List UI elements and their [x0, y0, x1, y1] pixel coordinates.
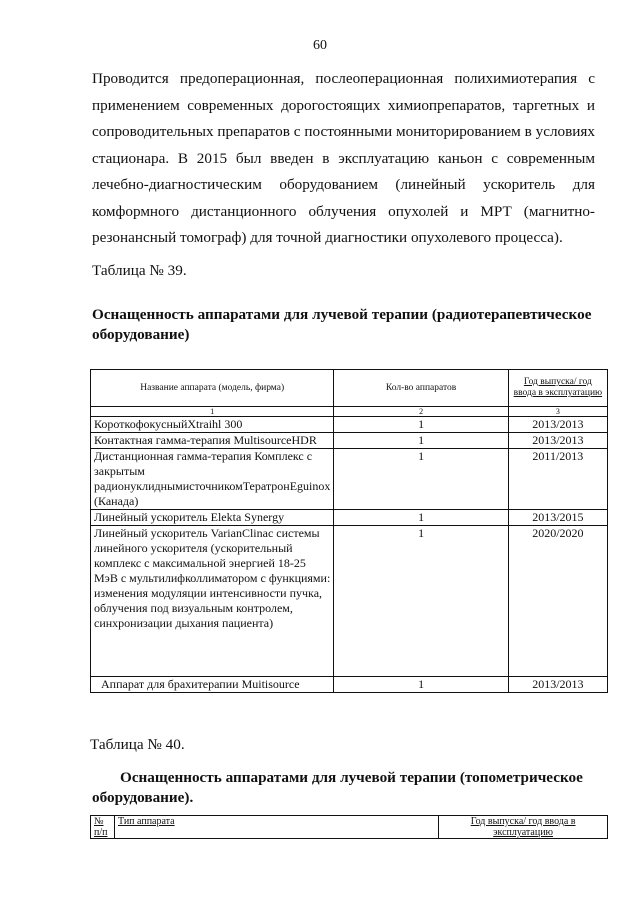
- table-40-title: Оснащенность аппаратами для лучевой терапии (топометрическое оборудование).: [92, 769, 583, 806]
- device-count: 1: [334, 417, 508, 433]
- device-name: Линейный ускоритель Elekta Synergy: [91, 510, 334, 526]
- col-number: 2: [334, 407, 508, 417]
- device-year: 2013/2013: [508, 417, 607, 433]
- table-40: [90, 815, 608, 839]
- device-year: 2011/2013: [508, 449, 607, 510]
- device-year: 2013/2015: [508, 510, 607, 526]
- header-row-number: № п/п: [91, 816, 115, 839]
- device-count: 1: [334, 433, 508, 449]
- device-count: 1: [334, 449, 508, 510]
- col-number: 3: [508, 407, 607, 417]
- col-number: 1: [91, 407, 334, 417]
- device-year: 2020/2020: [508, 526, 607, 677]
- device-count: 1: [334, 677, 508, 693]
- device-name: Дистанционная гамма-терапия Комплекс с закрытым радионуклиднымисточникомТератронEguinox (Канада): [91, 449, 334, 510]
- table-row: [91, 526, 608, 677]
- table-39-header-row: [91, 370, 608, 407]
- device-year: 2013/2013: [508, 433, 607, 449]
- table-40-header-row: [91, 816, 608, 839]
- device-count: 1: [334, 510, 508, 526]
- device-name: Линейный ускоритель VarianClinac системы линейного ускорителя (ускорительный комплекс с максимальной энергией 18-25 МэВ с мультилифколлиматором с функциями: изменения модуляции интенсивности пучка, облучения под визуальным контролем, синхронизации дыхания пациента): [91, 526, 334, 677]
- table-40-label: Таблица № 40.: [90, 736, 185, 753]
- table-39-title: Оснащенность аппаратами для лучевой терапии (радиотерапевтическое оборудование): [92, 306, 592, 343]
- table-row: [91, 433, 608, 449]
- device-name: Аппарат для брахитерапии Muitisource: [91, 677, 334, 693]
- header-year: Год выпуска/ год ввода в эксплуатацию: [508, 370, 607, 407]
- intro-paragraph: Проводится предоперационная, послеоперационная полихимиотерапия с применением современных дорогостоящих химиопрепаратов, таргетных и сопроводительных препаратов с постоянными мониторированием в условиях стационара. В 2015 был введен в эксплуатацию каньон с современным лечебно-диагностическим оборудованием (линейный ускоритель для комформного дистанционного облучения опухолей и МРТ (магнитно-резонансный томограф) для точной диагностики опухолевого процесса).: [92, 70, 595, 246]
- header-device-type: Тип аппарата: [114, 816, 438, 839]
- header-device-name: Название аппарата (модель, фирма): [91, 370, 334, 407]
- device-year: 2013/2013: [508, 677, 607, 693]
- page-number: 60: [313, 38, 327, 53]
- header-device-count: Кол-во аппаратов: [334, 370, 508, 407]
- table-row: [91, 417, 608, 433]
- device-count: 1: [334, 526, 508, 677]
- device-name: Контактная гамма-терапия MultisourceHDR: [91, 433, 334, 449]
- device-name: КороткофокусныйXtraihl 300: [91, 417, 334, 433]
- table-39-column-numbers: [91, 407, 608, 417]
- table-39-label: Таблица № 39.: [92, 262, 187, 279]
- table-row: [91, 677, 608, 693]
- table-39: [90, 369, 608, 693]
- header-year: Год выпуска/ год ввода в эксплуатацию: [439, 816, 608, 839]
- table-row: [91, 449, 608, 510]
- table-row: [91, 510, 608, 526]
